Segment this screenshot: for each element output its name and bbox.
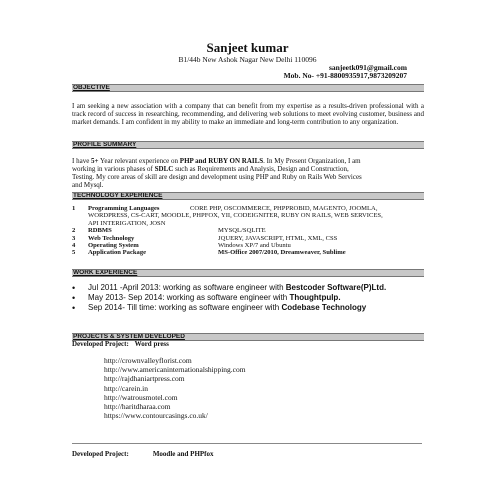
tech-row: WORDPRESS, CS-CART, MOODLE, PHPFOX, YII, CODEIGNITER, RUBY ON RAILS, WEB SERVICES, xyxy=(88,212,383,220)
tech-row: 2 RDBMS MYSQL/SQLITE xyxy=(72,227,266,235)
tech-row: API INTERIGATION, JOSN xyxy=(88,219,166,227)
project-url[interactable]: http://rajdhaniartpress.com xyxy=(104,374,185,384)
project-url-list xyxy=(104,356,246,420)
objective-section xyxy=(72,84,424,126)
project-url[interactable]: http://haritdharaa.com xyxy=(104,402,171,412)
work-section xyxy=(72,269,424,277)
bullet-icon: • xyxy=(72,283,76,293)
profile-summary-text xyxy=(72,157,424,189)
candidate-email: sanjeetk091@gmail.com xyxy=(328,63,407,72)
technology-section xyxy=(72,192,424,200)
work-item: • Jul 2011 -April 2013: working as software engineer with Bestcoder Software(P)Ltd. xyxy=(72,283,387,293)
bullet-icon: • xyxy=(72,303,76,313)
profile-line: working in various phases of SDLC such as Requirements and Analysis, Design and Construction, xyxy=(72,165,349,173)
profile-line: I have 5+ Year relevant experience on PHP and RUBY ON RAILS. In My Present Organization, I am xyxy=(72,157,361,165)
profile-line: Testing. My core areas of skill are design and development using PHP and Ruby on Rails Web Services xyxy=(72,173,362,181)
work-company: Bestcoder Software(P)Ltd. xyxy=(285,283,387,292)
work-item: • Sep 2014- Till time: working as software engineer with Codebase Technology xyxy=(72,303,367,313)
tech-row: 3 Web Technology JQUERY, JAVASCRIPT, HTML, XML, CSS xyxy=(72,234,338,242)
profile-line: and Mysql. xyxy=(72,181,104,189)
projects-heading: PROJECTS & SYSTEM DEVELOPED xyxy=(72,333,424,341)
tech-row: 1 Programming Languages CORE PHP, OSCOMMERCE, PHPPROBID, MAGENTO, JOOMLA, xyxy=(72,205,378,212)
bullet-icon: • xyxy=(72,293,76,303)
work-company: Codebase Technology xyxy=(281,303,367,312)
objective-heading: OBJECTIVE xyxy=(72,84,424,92)
profile-summary-section xyxy=(72,141,424,189)
tech-row: 5 Application Package MS-Office 2007/2010, Dreamweaver, Sublime xyxy=(72,249,346,257)
work-item: • May 2013- Sep 2014: working as software engineer with Thoughtpulp. xyxy=(72,293,341,303)
work-list xyxy=(72,283,432,313)
project-url[interactable]: http://www.americaninternationalshipping.com xyxy=(104,365,246,375)
objective-text: I am seeking a new association with a company that can benefit from my expertise as a results-driven professional with a track record of success in researching, recommending, and delivering web solutions to meet evolving customer, business and market demands. I am confident in my ability to make an immediate and long-term contribution to any organization. xyxy=(72,102,424,126)
developed-project-wordpress: Developed Project: Word press xyxy=(72,340,169,348)
profile-summary-heading: PROFILE SUMMARY xyxy=(72,141,424,149)
technology-heading: TECHNOLOGY EXPERIENCE xyxy=(72,192,424,200)
project-url[interactable]: http://crownvalleyflorist.com xyxy=(104,356,192,365)
work-company: Thoughtpulp. xyxy=(289,293,341,302)
work-heading: WORK EXPERIENCE xyxy=(72,269,424,277)
project-url[interactable]: http://carein.in xyxy=(104,383,148,393)
candidate-name: Sanjeet kumar xyxy=(206,40,289,55)
technology-table xyxy=(72,205,432,257)
project-url[interactable]: http://watrousmotel.com xyxy=(104,392,178,402)
candidate-address: B1/44b New Ashok Nagar New Delhi 110096 xyxy=(178,55,317,64)
section-divider xyxy=(72,443,422,444)
project-url[interactable]: https://www.contourcasings.co.uk/ xyxy=(104,411,208,421)
tech-row: 4 Operating System Windows XP/7 and Ubuntu xyxy=(72,242,291,250)
candidate-mobile: Mob. No- +91-8800935917,9873209207 xyxy=(283,71,407,80)
developed-project-moodle: Developed Project: Moodle and PHPfox xyxy=(72,450,214,458)
